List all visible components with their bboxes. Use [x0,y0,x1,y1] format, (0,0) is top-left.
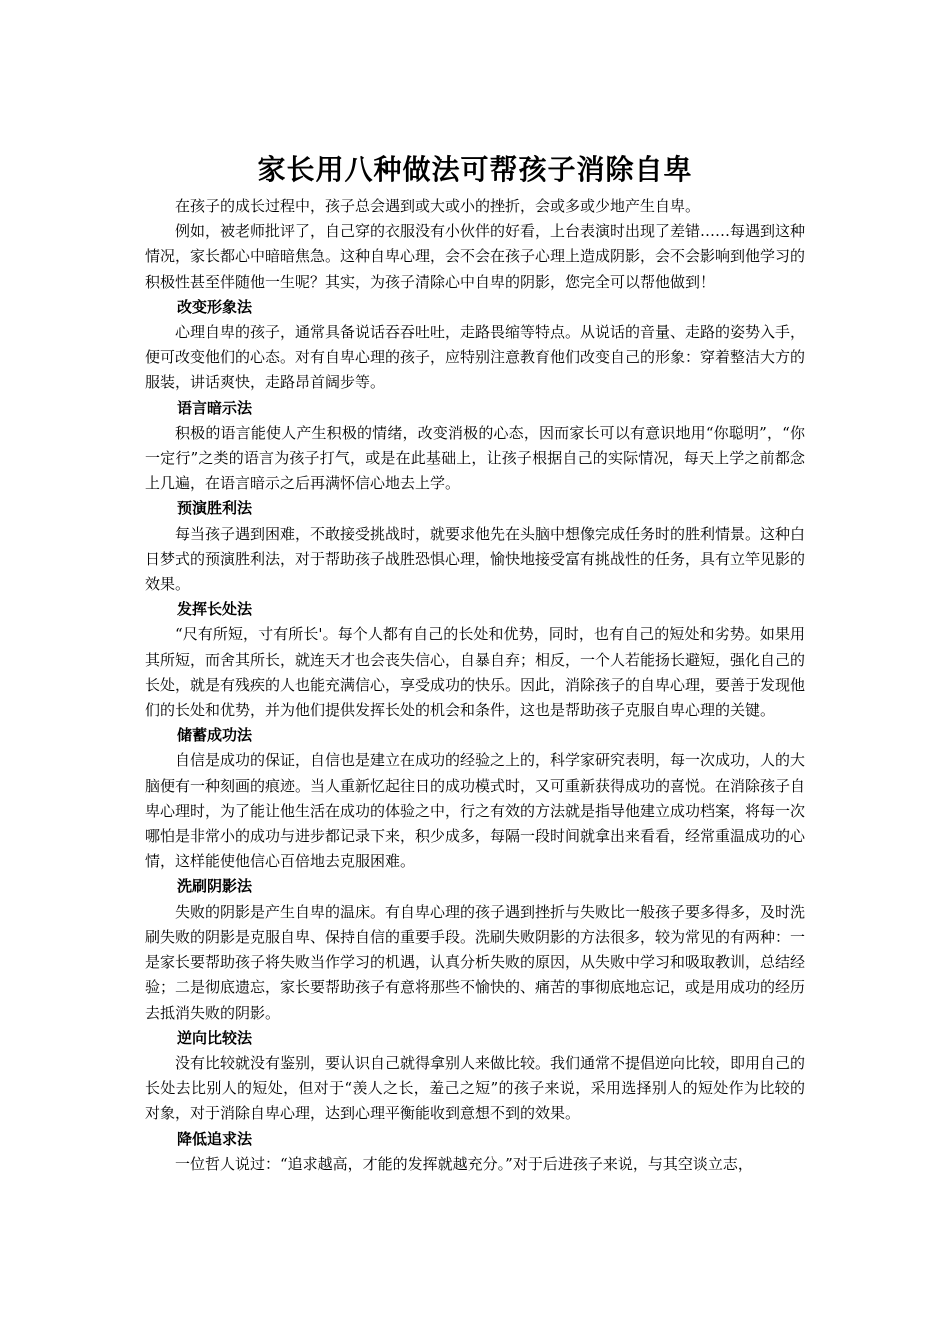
intro-paragraph: 在孩子的成长过程中，孩子总会遇到或大或小的挫折，会或多或少地产生自卑。 [175,197,701,215]
section-heading: 发挥长处法 [177,600,253,619]
section-heading: 改变形象法 [177,297,253,316]
section-paragraph: 自信是成功的保证，自信也是建立在成功的经验之上的，科学家研究表明，每一次成功，人的大脑便有一种刻画的痕迹。当人重新忆起往日的成功模式时，又可重新获得成功的喜悦。在消除孩子自卑心理时，为了能让他生活在成功的体验之中，行之有效的方法就是指导他建立成功档案，将每一次哪怕是非常小的成功与进步都记录下来，积少成多，每隔一段时间就拿出来看看，经常重温成功的心情，这样能使他信心百倍地去克服困难。 [145,751,806,871]
section-paragraph: 一位哲人说过：“追求越高，才能的发挥就越充分。”对于后进孩子来说，与其空谈立志， [175,1154,753,1173]
section-paragraph: 失败的阴影是产生自卑的温床。有自卑心理的孩子遇到挫折与失败比一般孩子要多得多，及时洗刷失败的阴影是克服自卑、保持自信的重要手段。洗刷失败阴影的方法很多，较为常见的有两种：一是家长要帮助孩子将失败当作学习的机遇，认真分析失败的原因，从失败中学习和吸取教训，总结经验；二是彻底遗忘，家长要帮助孩子有意将那些不愉快的、痛苦的事彻底地忘记，或是用成功的经历去抵消失败的阴影。 [145,902,806,1022]
section-heading: 预演胜利法 [177,499,253,518]
section-paragraph: 积极的语言能使人产生积极的情绪，改变消极的心态，因而家长可以有意识地用“你聪明”，“你一定行”之类的语言为孩子打气，或是在此基础上，让孩子根据自己的实际情况，每天上学之前都念上几遍，在语言暗示之后再满怀信心地去上学。 [145,423,805,493]
section-heading: 语言暗示法 [177,398,253,417]
section-paragraph: “尺有所短，寸有所长'。每个人都有自己的长处和优势，同时，也有自己的短处和劣势。如果用其所短，而舍其所长，就连天才也会丧失信心，自暴自弃；相反，一个人若能扬长避短，强化自己的长处，就是有残疾的人也能充满信心，享受成功的快乐。因此，消除孩子的自卑心理，要善于发现他们的长处和优势，并为他们提供发挥长处的机会和条件，这也是帮助孩子克服自卑心理的关键。 [145,625,806,720]
section-heading: 降低追求法 [177,1129,253,1148]
document-page [145,150,805,1177]
document-title: 家长用八种做法可帮孩子消除自卑 [257,153,693,186]
section-heading: 洗刷阴影法 [177,877,253,896]
section-paragraph: 没有比较就没有鉴别，要认识自己就得拿别人来做比较。我们通常不提倡逆向比较，即用自己的长处去比别人的短处，但对于“羡人之长，羞己之短”的孩子来说，采用选择别人的短处作为比较的对象，对于消除自卑心理，达到心理平衡能收到意想不到的效果。 [145,1053,806,1123]
section-paragraph: 心理自卑的孩子，通常具备说话吞吞吐吐，走路畏缩等特点。从说话的音量、走路的姿势入手，便可改变他们的心态。对有自卑心理的孩子，应特别注意教育他们改变自己的形象：穿着整洁大方的服装，讲话爽快，走路昂首阔步等。 [145,323,806,392]
intro-paragraph: 例如，被老师批评了，自己穿的衣服没有小伙伴的好看，上台表演时出现了差错……每遇到这种情况，家长都心中暗暗焦急。这种自卑心理，会不会在孩子心理上造成阴影，会不会影响到他学习的积极性甚至伴随他一生呢？其实，为孩子清除心中自卑的阴影，您完全可以帮他做到！ [145,222,806,291]
section-heading: 储蓄成功法 [177,726,253,745]
section-heading: 逆向比较法 [177,1028,253,1047]
section-paragraph: 每当孩子遇到困难，不敢接受挑战时，就要求他先在头脑中想像完成任务时的胜利情景。这种白日梦式的预演胜利法，对于帮助孩子战胜恐惧心理，愉快地接受富有挑战性的任务，具有立竿见影的效果。 [145,524,806,594]
